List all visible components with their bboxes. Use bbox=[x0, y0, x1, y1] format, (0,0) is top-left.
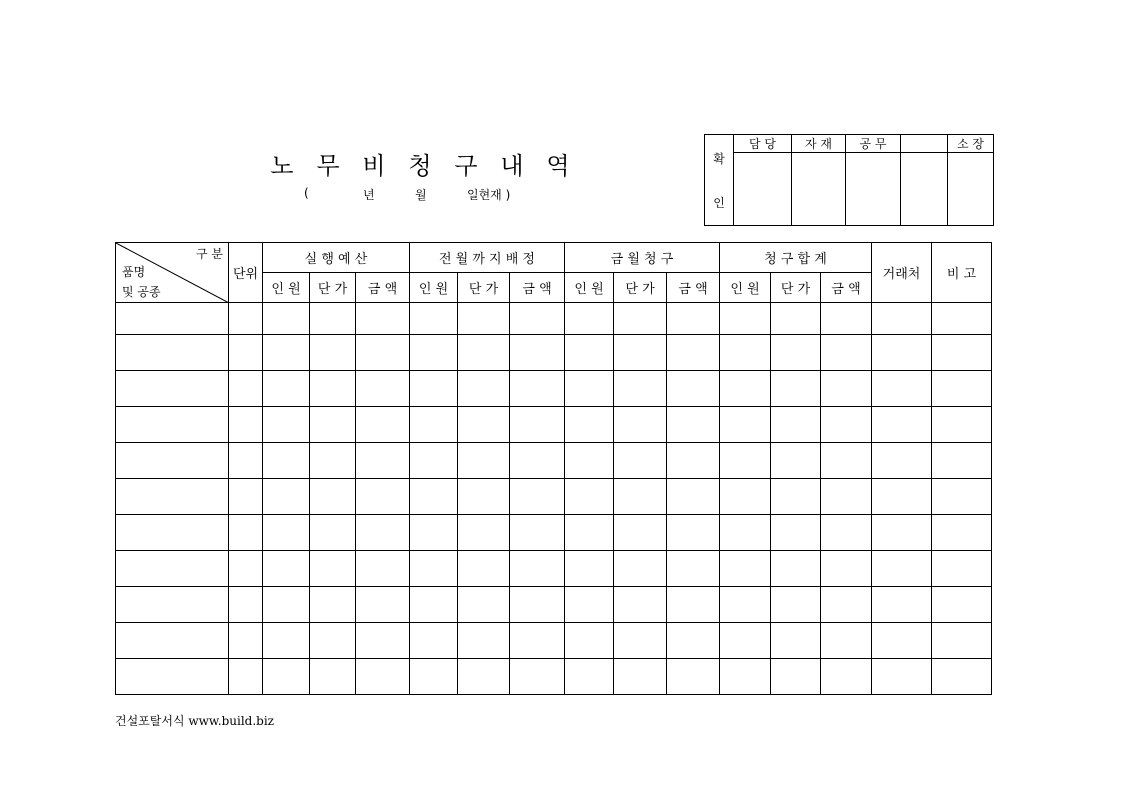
table-cell[interactable] bbox=[720, 551, 771, 587]
table-cell[interactable] bbox=[458, 335, 510, 371]
sub-header-workers: 인 원 bbox=[263, 273, 310, 303]
table-cell[interactable] bbox=[720, 407, 771, 443]
table-cell[interactable] bbox=[263, 371, 310, 407]
table-cell[interactable] bbox=[720, 371, 771, 407]
footer-source: 건설포탈서식 www.build.biz bbox=[115, 714, 274, 728]
table-cell[interactable] bbox=[565, 587, 614, 623]
table-cell[interactable] bbox=[720, 515, 771, 551]
table-cell[interactable] bbox=[565, 407, 614, 443]
table-cell[interactable] bbox=[410, 587, 458, 623]
table-cell[interactable] bbox=[667, 515, 720, 551]
date-open-paren: ( bbox=[304, 186, 309, 200]
table-cell[interactable] bbox=[510, 443, 565, 479]
table-cell[interactable] bbox=[356, 479, 410, 515]
table-cell[interactable] bbox=[771, 303, 821, 335]
table-cell[interactable] bbox=[614, 515, 667, 551]
table-cell[interactable] bbox=[614, 659, 667, 695]
table-cell[interactable] bbox=[356, 443, 410, 479]
table-cell[interactable] bbox=[720, 335, 771, 371]
sub-header-unit-price: 단 가 bbox=[614, 273, 667, 303]
table-cell[interactable] bbox=[116, 587, 229, 623]
sub-header-unit-price: 단 가 bbox=[310, 273, 356, 303]
table-cell[interactable] bbox=[263, 407, 310, 443]
table-cell[interactable] bbox=[614, 443, 667, 479]
table-cell[interactable] bbox=[821, 335, 872, 371]
table-cell[interactable] bbox=[720, 623, 771, 659]
table-cell[interactable] bbox=[410, 407, 458, 443]
table-cell[interactable] bbox=[667, 623, 720, 659]
table-cell[interactable] bbox=[771, 551, 821, 587]
table-cell[interactable] bbox=[410, 335, 458, 371]
table-cell[interactable] bbox=[458, 407, 510, 443]
table-cell[interactable] bbox=[356, 551, 410, 587]
table-cell[interactable] bbox=[614, 371, 667, 407]
table-cell[interactable] bbox=[356, 371, 410, 407]
table-cell[interactable] bbox=[263, 335, 310, 371]
table-cell[interactable] bbox=[410, 551, 458, 587]
table-cell[interactable] bbox=[229, 443, 263, 479]
table-cell[interactable] bbox=[458, 303, 510, 335]
table-cell[interactable] bbox=[263, 551, 310, 587]
approval-header-blank bbox=[901, 135, 948, 153]
table-cell[interactable] bbox=[310, 407, 356, 443]
labor-cost-table bbox=[115, 242, 992, 695]
approval-header-manager: 담 당 bbox=[734, 135, 792, 153]
table-cell[interactable] bbox=[667, 587, 720, 623]
table-cell[interactable] bbox=[263, 479, 310, 515]
table-cell[interactable] bbox=[771, 371, 821, 407]
table-cell[interactable] bbox=[667, 443, 720, 479]
table-cell[interactable] bbox=[356, 587, 410, 623]
table-cell[interactable] bbox=[720, 303, 771, 335]
sub-header-unit-price: 단 가 bbox=[458, 273, 510, 303]
table-cell[interactable] bbox=[565, 443, 614, 479]
table-cell[interactable] bbox=[116, 335, 229, 371]
table-cell[interactable] bbox=[116, 371, 229, 407]
approval-header-material: 자 재 bbox=[792, 135, 846, 153]
table-cell[interactable] bbox=[872, 371, 932, 407]
date-day-label: 일현재 ) bbox=[467, 188, 511, 202]
table-cell[interactable] bbox=[771, 515, 821, 551]
date-month-label: 월 bbox=[415, 188, 427, 202]
table-row bbox=[116, 659, 992, 695]
table-cell[interactable] bbox=[510, 551, 565, 587]
table-cell[interactable] bbox=[932, 479, 992, 515]
table-cell[interactable] bbox=[458, 623, 510, 659]
table-cell[interactable] bbox=[872, 551, 932, 587]
note-header: 비 고 bbox=[932, 243, 992, 303]
table-cell[interactable] bbox=[720, 587, 771, 623]
table-cell[interactable] bbox=[116, 515, 229, 551]
table-cell[interactable] bbox=[771, 587, 821, 623]
table-row bbox=[116, 587, 992, 623]
table-cell[interactable] bbox=[310, 303, 356, 335]
partner-header: 거래처 bbox=[872, 243, 932, 303]
sub-header-workers: 인 원 bbox=[410, 273, 458, 303]
table-cell[interactable] bbox=[872, 443, 932, 479]
table-cell[interactable] bbox=[667, 303, 720, 335]
table-cell[interactable] bbox=[614, 335, 667, 371]
table-cell[interactable] bbox=[565, 479, 614, 515]
table-cell[interactable] bbox=[356, 335, 410, 371]
table-cell[interactable] bbox=[458, 443, 510, 479]
approval-sign-cell[interactable] bbox=[734, 153, 792, 226]
table-cell[interactable] bbox=[932, 659, 992, 695]
group-header-current-claim: 금 월 청 구 bbox=[565, 243, 720, 273]
sub-header-workers: 인 원 bbox=[565, 273, 614, 303]
table-row bbox=[116, 515, 992, 551]
table-cell[interactable] bbox=[229, 587, 263, 623]
table-cell[interactable] bbox=[872, 479, 932, 515]
table-cell[interactable] bbox=[356, 623, 410, 659]
table-cell[interactable] bbox=[310, 443, 356, 479]
table-cell[interactable] bbox=[229, 515, 263, 551]
table-cell[interactable] bbox=[771, 407, 821, 443]
table-cell[interactable] bbox=[356, 515, 410, 551]
table-cell[interactable] bbox=[458, 371, 510, 407]
table-cell[interactable] bbox=[510, 371, 565, 407]
approval-box bbox=[704, 134, 994, 226]
table-cell[interactable] bbox=[821, 551, 872, 587]
sub-header-workers: 인 원 bbox=[720, 273, 771, 303]
table-cell[interactable] bbox=[310, 479, 356, 515]
group-header-claim-total: 청 구 합 계 bbox=[720, 243, 872, 273]
table-cell[interactable] bbox=[872, 303, 932, 335]
table-row bbox=[116, 443, 992, 479]
table-cell[interactable] bbox=[458, 479, 510, 515]
approval-sign-cell[interactable] bbox=[792, 153, 846, 226]
table-cell[interactable] bbox=[410, 371, 458, 407]
table-cell[interactable] bbox=[821, 371, 872, 407]
table-cell[interactable] bbox=[410, 623, 458, 659]
table-cell[interactable] bbox=[229, 479, 263, 515]
date-year-label: 년 bbox=[363, 188, 375, 202]
table-cell[interactable] bbox=[458, 551, 510, 587]
table-cell[interactable] bbox=[263, 659, 310, 695]
table-cell[interactable] bbox=[565, 659, 614, 695]
table-cell[interactable] bbox=[510, 515, 565, 551]
table-cell[interactable] bbox=[510, 587, 565, 623]
table-cell[interactable] bbox=[116, 407, 229, 443]
table-cell[interactable] bbox=[932, 623, 992, 659]
sub-header-unit-price: 단 가 bbox=[771, 273, 821, 303]
table-cell[interactable] bbox=[821, 303, 872, 335]
unit-header: 단위 bbox=[229, 243, 263, 303]
table-cell[interactable] bbox=[667, 479, 720, 515]
table-cell[interactable] bbox=[614, 623, 667, 659]
table-cell[interactable] bbox=[821, 659, 872, 695]
table-cell[interactable] bbox=[565, 623, 614, 659]
table-cell[interactable] bbox=[510, 335, 565, 371]
table-cell[interactable] bbox=[667, 551, 720, 587]
table-cell[interactable] bbox=[872, 623, 932, 659]
table-cell[interactable] bbox=[932, 443, 992, 479]
table-cell[interactable] bbox=[614, 479, 667, 515]
table-cell[interactable] bbox=[932, 587, 992, 623]
table-cell[interactable] bbox=[565, 551, 614, 587]
table-cell[interactable] bbox=[410, 515, 458, 551]
table-cell[interactable] bbox=[771, 659, 821, 695]
table-cell[interactable] bbox=[263, 515, 310, 551]
table-cell[interactable] bbox=[667, 659, 720, 695]
table-cell[interactable] bbox=[458, 659, 510, 695]
diagonal-header-cell bbox=[116, 243, 229, 303]
table-cell[interactable] bbox=[310, 371, 356, 407]
table-cell[interactable] bbox=[510, 623, 565, 659]
table-cell[interactable] bbox=[116, 479, 229, 515]
table-cell[interactable] bbox=[229, 407, 263, 443]
diag-label-item: 품명 bbox=[122, 265, 146, 279]
approval-sign-cell[interactable] bbox=[901, 153, 948, 226]
table-cell[interactable] bbox=[263, 443, 310, 479]
approval-side-label: 확 인 bbox=[705, 135, 734, 226]
table-cell[interactable] bbox=[310, 623, 356, 659]
table-cell[interactable] bbox=[510, 303, 565, 335]
table-cell[interactable] bbox=[356, 407, 410, 443]
table-row bbox=[116, 479, 992, 515]
table-cell[interactable] bbox=[410, 443, 458, 479]
approval-sign-cell[interactable] bbox=[846, 153, 901, 226]
table-cell[interactable] bbox=[872, 335, 932, 371]
table-cell[interactable] bbox=[771, 335, 821, 371]
table-cell[interactable] bbox=[821, 515, 872, 551]
table-cell[interactable] bbox=[116, 659, 229, 695]
table-cell[interactable] bbox=[932, 551, 992, 587]
table-cell[interactable] bbox=[458, 515, 510, 551]
table-cell[interactable] bbox=[565, 303, 614, 335]
table-cell[interactable] bbox=[116, 551, 229, 587]
table-cell[interactable] bbox=[821, 587, 872, 623]
table-cell[interactable] bbox=[614, 303, 667, 335]
table-cell[interactable] bbox=[410, 303, 458, 335]
group-header-budget: 실 행 예 산 bbox=[263, 243, 410, 273]
sub-header-amount: 금 액 bbox=[821, 273, 872, 303]
table-cell[interactable] bbox=[614, 551, 667, 587]
table-cell[interactable] bbox=[771, 443, 821, 479]
approval-header-director: 소 장 bbox=[948, 135, 994, 153]
table-cell[interactable] bbox=[821, 623, 872, 659]
table-cell[interactable] bbox=[565, 335, 614, 371]
table-cell[interactable] bbox=[771, 623, 821, 659]
table-cell[interactable] bbox=[229, 659, 263, 695]
table-cell[interactable] bbox=[229, 623, 263, 659]
group-header-prior-allocation: 전 월 까 지 배 정 bbox=[410, 243, 565, 273]
table-cell[interactable] bbox=[720, 479, 771, 515]
table-cell[interactable] bbox=[872, 587, 932, 623]
sub-header-amount: 금 액 bbox=[510, 273, 565, 303]
table-row bbox=[116, 623, 992, 659]
table-cell[interactable] bbox=[310, 587, 356, 623]
table-cell[interactable] bbox=[872, 407, 932, 443]
table-cell[interactable] bbox=[263, 587, 310, 623]
page-title: 노 무 비 청 구 내 역 bbox=[270, 152, 570, 180]
table-cell[interactable] bbox=[720, 443, 771, 479]
table-cell[interactable] bbox=[229, 371, 263, 407]
table-cell[interactable] bbox=[458, 587, 510, 623]
table-cell[interactable] bbox=[565, 515, 614, 551]
table-cell[interactable] bbox=[229, 335, 263, 371]
table-cell[interactable] bbox=[410, 659, 458, 695]
table-cell[interactable] bbox=[510, 659, 565, 695]
table-cell[interactable] bbox=[932, 371, 992, 407]
table-cell[interactable] bbox=[263, 303, 310, 335]
table-cell[interactable] bbox=[821, 407, 872, 443]
table-cell[interactable] bbox=[667, 371, 720, 407]
table-cell[interactable] bbox=[229, 303, 263, 335]
approval-header-construction: 공 무 bbox=[846, 135, 901, 153]
table-cell[interactable] bbox=[667, 335, 720, 371]
sub-header-amount: 금 액 bbox=[667, 273, 720, 303]
table-row bbox=[116, 551, 992, 587]
table-cell[interactable] bbox=[263, 623, 310, 659]
table-cell[interactable] bbox=[932, 303, 992, 335]
table-cell[interactable] bbox=[872, 515, 932, 551]
table-cell[interactable] bbox=[116, 623, 229, 659]
diag-label-category: 구 분 bbox=[196, 247, 223, 261]
table-cell[interactable] bbox=[310, 551, 356, 587]
table-cell[interactable] bbox=[667, 407, 720, 443]
table-cell[interactable] bbox=[720, 659, 771, 695]
table-cell[interactable] bbox=[356, 659, 410, 695]
diag-label-trade: 및 공종 bbox=[122, 285, 161, 299]
table-cell[interactable] bbox=[310, 335, 356, 371]
table-cell[interactable] bbox=[565, 371, 614, 407]
table-cell[interactable] bbox=[116, 443, 229, 479]
table-cell[interactable] bbox=[932, 335, 992, 371]
table-cell[interactable] bbox=[356, 303, 410, 335]
table-row bbox=[116, 303, 992, 335]
table-row bbox=[116, 371, 992, 407]
table-cell[interactable] bbox=[932, 407, 992, 443]
table-cell[interactable] bbox=[310, 659, 356, 695]
table-cell[interactable] bbox=[771, 479, 821, 515]
approval-sign-cell[interactable] bbox=[948, 153, 994, 226]
table-cell[interactable] bbox=[116, 303, 229, 335]
sub-header-amount: 금 액 bbox=[356, 273, 410, 303]
table-cell[interactable] bbox=[410, 479, 458, 515]
table-cell[interactable] bbox=[821, 443, 872, 479]
table-row bbox=[116, 407, 992, 443]
table-cell[interactable] bbox=[510, 407, 565, 443]
table-cell[interactable] bbox=[310, 515, 356, 551]
table-cell[interactable] bbox=[614, 587, 667, 623]
table-cell[interactable] bbox=[932, 515, 992, 551]
table-cell[interactable] bbox=[229, 551, 263, 587]
table-cell[interactable] bbox=[510, 479, 565, 515]
table-cell[interactable] bbox=[821, 479, 872, 515]
table-cell[interactable] bbox=[872, 659, 932, 695]
table-row bbox=[116, 335, 992, 371]
table-cell[interactable] bbox=[614, 407, 667, 443]
